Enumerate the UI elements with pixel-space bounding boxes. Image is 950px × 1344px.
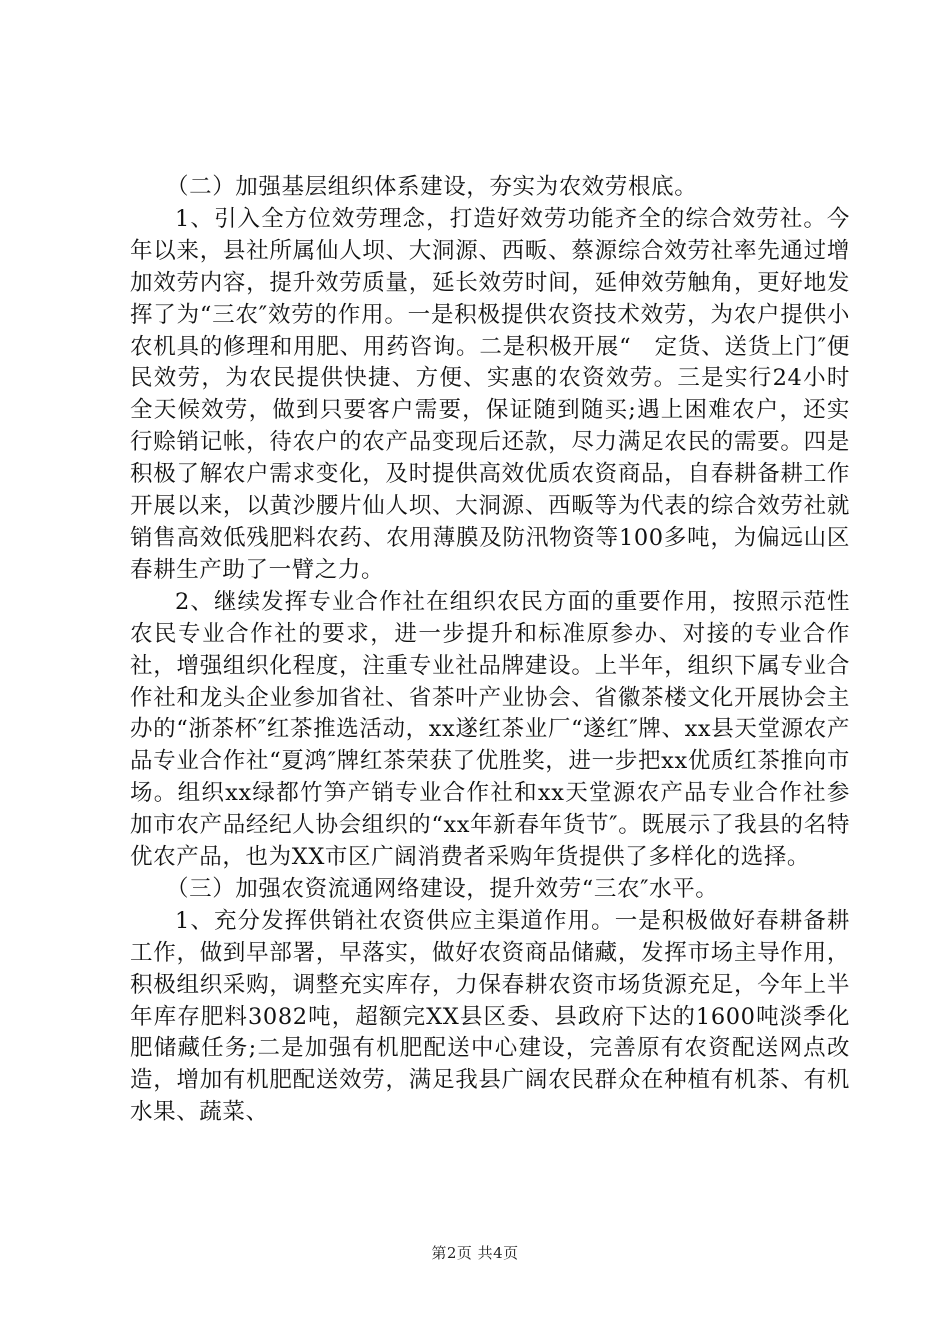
section-heading-3: （三）加强农资流通网络建设，提升效劳“三农″水平。 bbox=[166, 875, 719, 902]
paragraph-cooperatives: 2、继续发挥专业合作社在组织农民方面的重要作用，按照示范性农民专业合作社的要求，进一步提升和标准原参办、对接的专业合作社，增强组织化程度，注重专业社品牌建设。上半年，组织下属专业合作社和龙头企业参加省社、省茶叶产业协会、省徽茶楼文化开展协会主办的“浙茶杯″红茶推选活动，xx遂红茶业厂“遂红″牌、xx县天堂源农产品专业合作社“夏鸿″牌红茶荣获了优胜奖，进一步把xx优质红茶推向市场。组织xx绿都竹笋产销专业合作社和xx天堂源农产品专业合作社参加市农产品经纪人协会组织的“xx年新春年货节″。既展示了我县的名特优农产品，也为XX市区广阔消费者采购年货提供了多样化的选择。 bbox=[130, 588, 850, 871]
paragraph-agri-supply: 1、充分发挥供销社农资供应主渠道作用。一是积极做好春耕备耕工作，做到早部署，早落实，做好农资商品储藏，发挥市场主导作用，积极组织采购，调整充实库存，力保春耕农资市场货源充足，今年上半年库存肥料3082吨，超额完XX县区委、县政府下达的1600吨淡季化肥储藏任务;二是加强有机肥配送中心建设，完善原有农资配送网点改造，增加有机肥配送效劳，满足我县广阔农民群众在种植有机茶、有机水果、蔬菜、 bbox=[130, 907, 850, 1126]
paragraph-service-concept: 1、引入全方位效劳理念，打造好效劳功能齐全的综合效劳社。今年以来，县社所属仙人坝、大洞源、西畈、蔡源综合效劳社率先通过增加效劳内容，提升效劳质量，延长效劳时间，延伸效劳触角，更好地发挥了为“三农″效劳的作用。一是积极提供农资技术效劳，为农户提供小农机具的修理和用肥、用药咨询。二是积极开展“ 定货、送货上门″便民效劳，为农民提供快捷、方便、实惠的农资效劳。三是实行24小时全天候效劳，做到只要客户需要，保证随到随买;遇上困难农户，还实行赊销记帐，待农户的农产品变现后还款，尽力满足农民的需要。四是积极了解农户需求变化，及时提供高效优质农资商品，自春耕备耕工作开展以来，以黄沙腰片仙人坝、大洞源、西畈等为代表的综合效劳社就销售高效低残肥料农药、农用薄膜及防汛物资等100多吨，为偏远山区春耕生产助了一臂之力。 bbox=[130, 205, 850, 583]
document-body bbox=[130, 172, 850, 1129]
section-heading-2: （二）加强基层组织体系建设，夯实为农效劳根底。 bbox=[166, 174, 698, 200]
page-footer: 第2页 共4页 bbox=[431, 1244, 519, 1262]
